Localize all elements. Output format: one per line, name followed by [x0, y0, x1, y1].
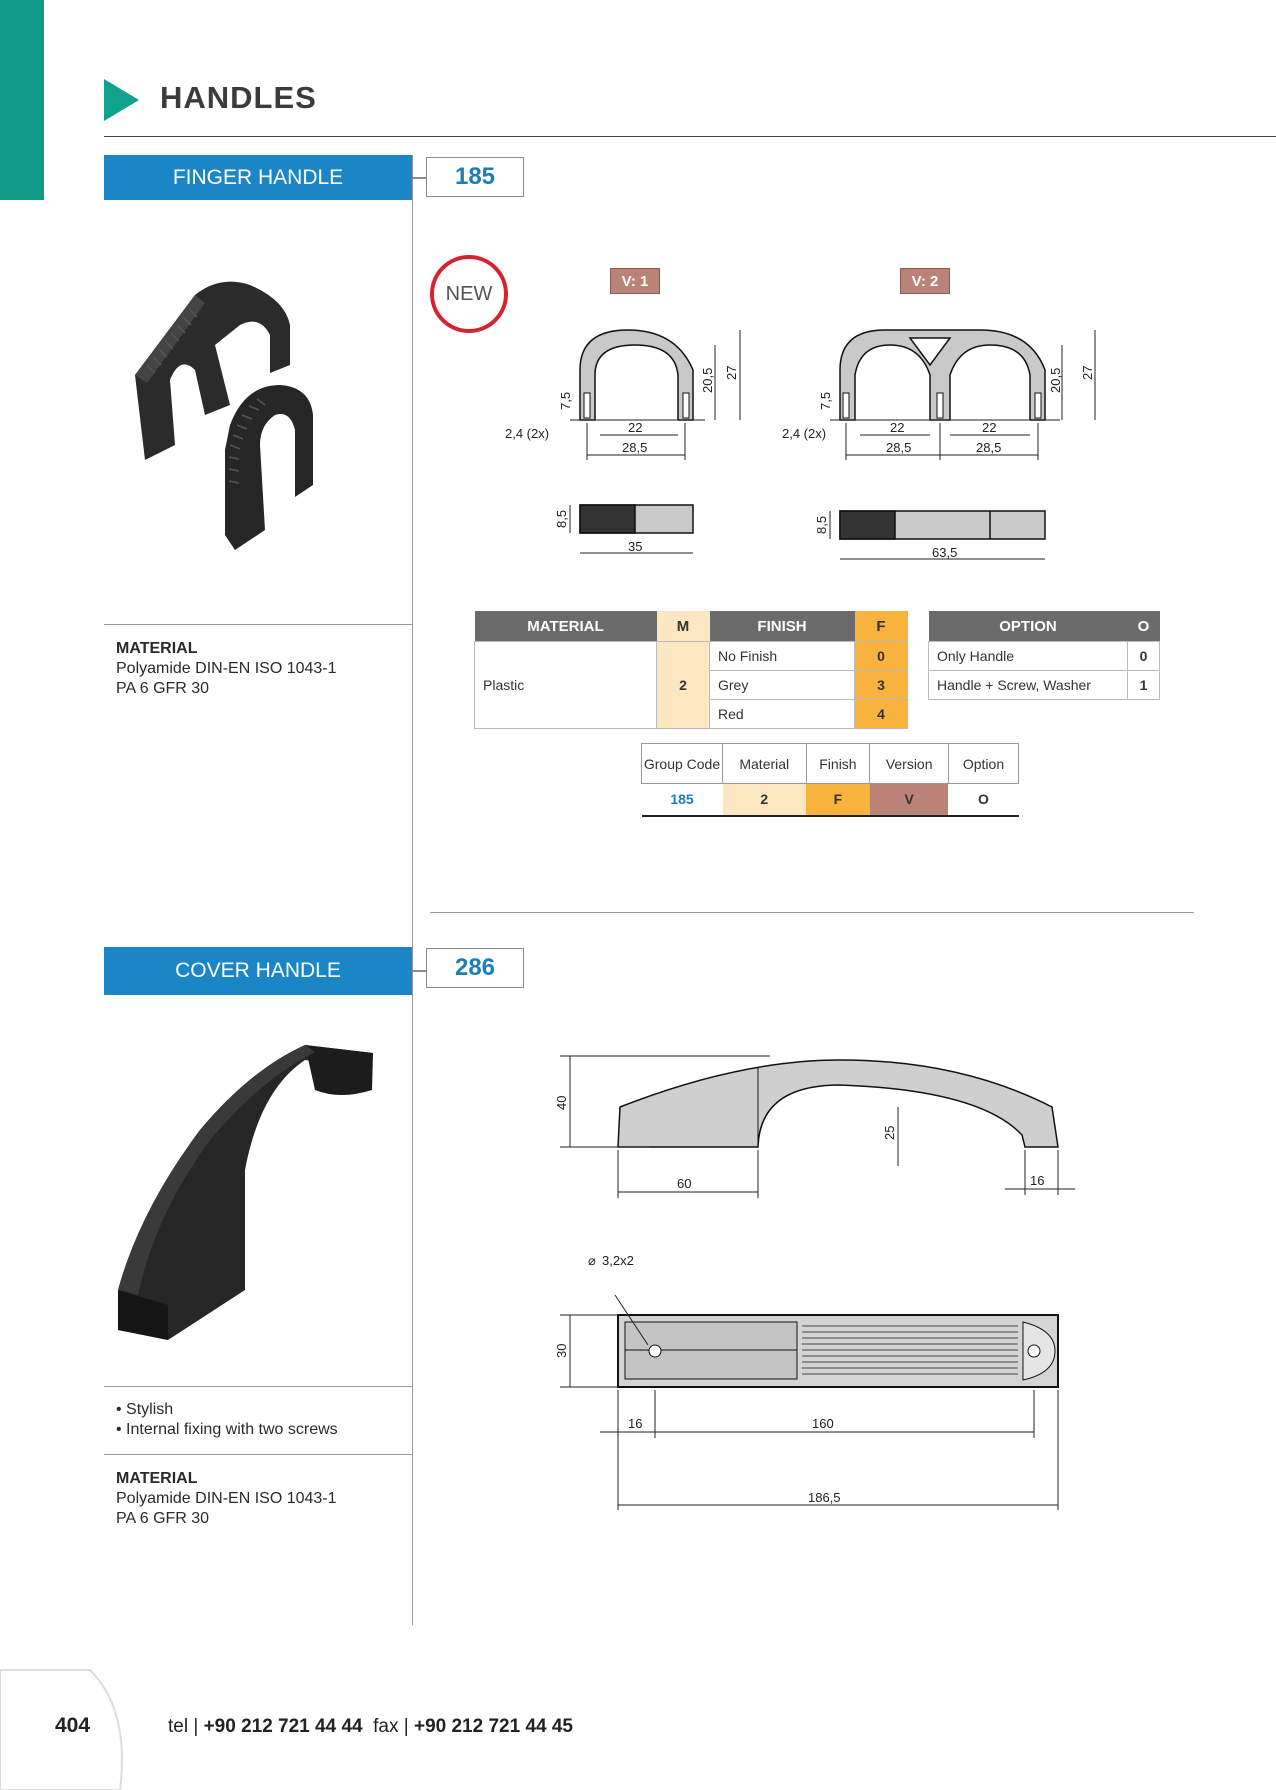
tel-number: +90 212 721 44 44	[203, 1716, 363, 1737]
code-head: Finish	[806, 744, 870, 784]
dim-label: 35	[628, 539, 643, 554]
th-material: MATERIAL	[475, 611, 657, 642]
material-cell: Plastic	[475, 642, 657, 729]
dim-label: 8,5	[554, 509, 569, 528]
material-line: Polyamide DIN-EN ISO 1043-1	[116, 660, 337, 677]
dim-label: 63,5	[932, 545, 958, 560]
dim-label: 20,5	[1048, 367, 1063, 393]
tel-label: tel |	[168, 1716, 199, 1737]
m-code-cell: 2	[657, 642, 710, 729]
bullet-text: Internal fixing with two screws	[126, 1421, 338, 1438]
code-value-option: O	[978, 791, 989, 808]
finger-handle-photo	[125, 265, 365, 565]
finish-cell: Grey	[710, 671, 855, 700]
finish-cell: Red	[710, 700, 855, 729]
dim-label: 3,2x2	[602, 1253, 634, 1268]
dim-label: 60	[677, 1176, 692, 1191]
dim-label: 160	[812, 1416, 834, 1431]
diameter-icon: ⌀	[588, 1253, 596, 1268]
tab-connector	[412, 970, 426, 972]
dim-label: 2,4 (2x)	[782, 426, 827, 441]
option-code-cell: 1	[1128, 671, 1160, 700]
cover-handle-drawings	[540, 1040, 1100, 1520]
dim-label: 30	[554, 1343, 569, 1358]
material-title: MATERIAL	[116, 1470, 198, 1487]
dim-label: 22	[982, 420, 997, 435]
material-line: PA 6 GFR 30	[116, 680, 210, 697]
option-cell: Handle + Screw, Washer	[929, 671, 1128, 700]
material-divider	[104, 1454, 412, 1455]
code-value-finish: F	[806, 784, 870, 816]
material-line: Polyamide DIN-EN ISO 1043-1	[116, 1490, 337, 1507]
column-divider	[412, 155, 413, 1625]
option-code-cell: 0	[1128, 642, 1160, 671]
option-table	[928, 611, 1160, 700]
th-m: M	[657, 611, 710, 642]
bullets-divider	[104, 1386, 412, 1387]
dim-label: 28,5	[976, 440, 1002, 455]
finish-code-cell: 3	[855, 671, 908, 700]
title-divider	[104, 136, 1276, 137]
version-tag-v2: V: 2	[900, 268, 950, 294]
fax-number: +90 212 721 44 45	[413, 1716, 573, 1737]
finish-code-cell: 4	[855, 700, 908, 729]
dim-label: 27	[724, 365, 739, 380]
dim-label: 7,5	[818, 391, 833, 410]
order-code-table	[641, 743, 1019, 817]
page-number: 404	[55, 1714, 91, 1737]
th-f: F	[855, 611, 908, 642]
dim-label: 28,5	[886, 440, 912, 455]
th-finish: FINISH	[710, 611, 855, 642]
section-tab-cover-handle: COVER HANDLE	[104, 947, 412, 995]
finger-handle-drawings	[500, 315, 1120, 575]
material-divider	[104, 624, 412, 625]
contact-line	[168, 1716, 573, 1738]
bullet-item: • Internal fixing with two screws	[116, 1421, 338, 1438]
finish-code-cell: 0	[855, 642, 908, 671]
fax-label: fax |	[373, 1716, 409, 1737]
new-badge: NEW	[430, 255, 508, 333]
dim-label: 186,5	[808, 1490, 841, 1505]
version-tag-v1: V: 1	[610, 268, 660, 294]
code-head: Material	[723, 744, 807, 784]
code-value-material: 2	[723, 784, 807, 816]
tab-connector	[412, 177, 426, 179]
accent-band	[0, 0, 44, 200]
dim-label: 16	[628, 1416, 643, 1431]
th-o: O	[1128, 611, 1160, 642]
product-code-286: 286	[426, 948, 524, 988]
material-finish-table	[474, 611, 908, 729]
dim-label: 25	[882, 1125, 897, 1140]
code-value-group: 185	[670, 791, 694, 808]
bullet-text: Stylish	[126, 1401, 174, 1418]
th-option: OPTION	[929, 611, 1128, 642]
dim-label: 22	[890, 420, 905, 435]
code-head: Version	[870, 744, 949, 784]
finish-cell: No Finish	[710, 642, 855, 671]
dim-label: 16	[1030, 1173, 1045, 1188]
dim-label: 7,5	[558, 391, 573, 410]
title-arrow-icon	[104, 79, 139, 121]
dim-label: 8,5	[814, 515, 829, 534]
code-value-version: V	[870, 784, 949, 816]
cover-handle-photo	[110, 1040, 390, 1350]
section-tab-finger-handle: FINGER HANDLE	[104, 155, 412, 200]
option-cell: Only Handle	[929, 642, 1128, 671]
dim-label: 40	[554, 1095, 569, 1110]
code-head: Option	[948, 744, 1018, 784]
section-divider	[430, 912, 1194, 913]
material-line: PA 6 GFR 30	[116, 1510, 210, 1527]
bullet-item: • Stylish	[116, 1401, 174, 1418]
material-title: MATERIAL	[116, 640, 198, 657]
dim-label: 22	[628, 420, 643, 435]
product-code-185: 185	[426, 157, 524, 197]
dim-label: 28,5	[622, 440, 648, 455]
dim-label: 27	[1080, 365, 1095, 380]
dim-label: 2,4 (2x)	[505, 426, 550, 441]
code-head: Group Code	[642, 744, 723, 784]
page-title: HANDLES	[160, 80, 317, 115]
dim-label: 20,5	[700, 367, 715, 393]
